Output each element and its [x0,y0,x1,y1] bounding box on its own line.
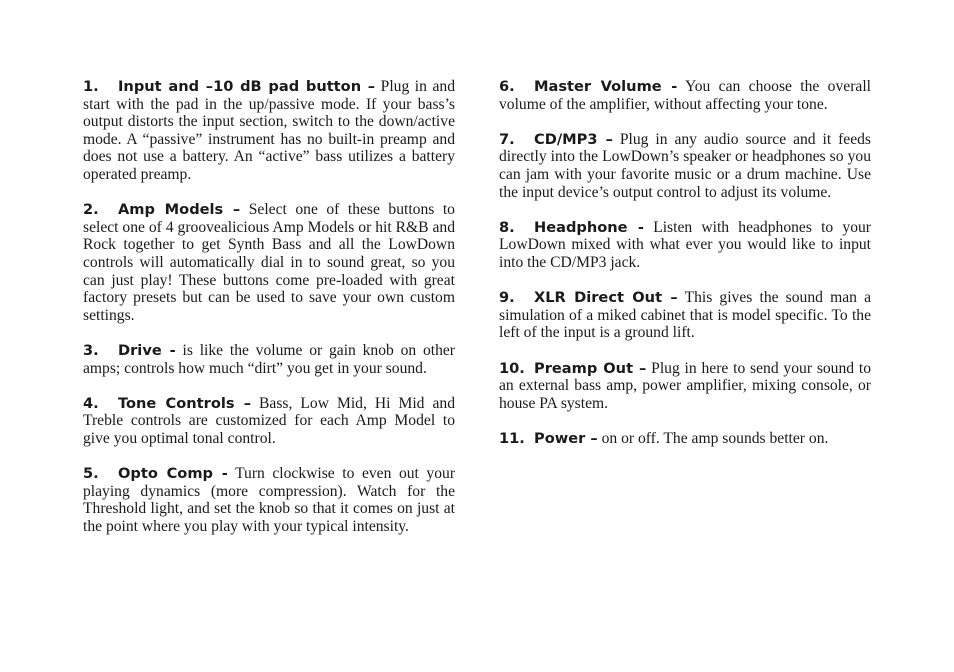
list-item-drive [83,342,455,377]
item-number: 1. [83,78,99,95]
item-number: 4. [83,394,99,412]
item-heading: Drive - [118,341,176,359]
item-number: 11. [499,429,525,447]
item-text: on or off. The amp sounds better on. [601,429,829,447]
right-column [499,78,871,465]
item-number: 3. [83,341,99,359]
item-number: 9. [499,289,515,307]
item-heading: Opto Comp - [118,465,228,483]
item-number: 6. [499,78,515,95]
item-number: 10. [499,359,525,377]
item-number: 7. [499,130,515,148]
list-item-headphone [499,219,871,272]
item-heading: Tone Controls – [118,394,252,412]
list-item-opto-comp [83,465,455,535]
item-text: Select one of these buttons to select one of 4 groovealicious Amp Models or hit R&B and Rock together to get Synth Bass and all the LowDown controls will automatically dial in to sound great, so you can just play! These buttons come pre-loaded with great factory presets but can be used to save your own custom settings. [83,201,455,324]
item-heading: Amp Models – [118,201,241,219]
item-heading: Master Volume - [534,78,678,95]
list-item-preamp-out [499,360,871,413]
item-heading: XLR Direct Out – [534,289,678,307]
item-heading: Headphone - [534,218,644,236]
left-column [83,78,455,553]
item-number: 8. [499,218,515,236]
list-item-power [499,430,871,448]
item-number: 5. [83,465,99,483]
item-text: This gives the sound man a simulation of a miked cabinet that is model specific. To the left of the input is a ground lift. [499,289,871,342]
list-item-master-volume [499,78,871,113]
item-heading: Preamp Out – [534,359,647,377]
item-text: You can choose the overall volume of the amplifier, without affecting your tone. [499,78,871,113]
list-item-cd-mp3 [499,131,871,201]
list-item-input-pad [83,78,455,184]
item-heading: Input and –10 dB pad button – [118,78,376,95]
list-item-amp-models [83,201,455,324]
list-item-xlr-direct-out [499,289,871,342]
item-text: Plug in here to send your sound to an external bass amp, power amplifier, mixing console, or house PA system. [499,359,872,412]
item-heading: Power – [534,429,598,447]
item-text: is like the volume or gain knob on other amps; controls how much “dirt” you get in your sound. [83,341,455,377]
item-number: 2. [83,201,99,219]
item-text: Listen with headphones to your LowDown mixed with what ever you would like to input into the CD/MP3 jack. [499,218,872,271]
item-heading: CD/MP3 – [534,130,613,148]
item-text: Turn clockwise to even out your playing dynamics (more compression). Watch for the Threshold light, and set the knob so that it comes on just at the point where you play with your typical intensity. [83,465,456,535]
item-text: Plug in and start with the pad in the up/passive mode. If your bass’s output distorts the input section, switch to the down/active mode. A “passive” instrument has no built-in preamp and does not use a battery. An “active” bass utilizes a battery operated preamp. [83,78,455,183]
item-text: Bass, Low Mid, Hi Mid and Treble controls are customized for each Amp Model to give you optimal tonal control. [83,394,455,447]
item-text: Plug in any audio source and it feeds directly into the LowDown’s speaker or headphones so you can jam with your favorite music or a drum machine. Use the input device’s output control to adjust its volume. [499,130,871,201]
list-item-tone-controls [83,395,455,448]
